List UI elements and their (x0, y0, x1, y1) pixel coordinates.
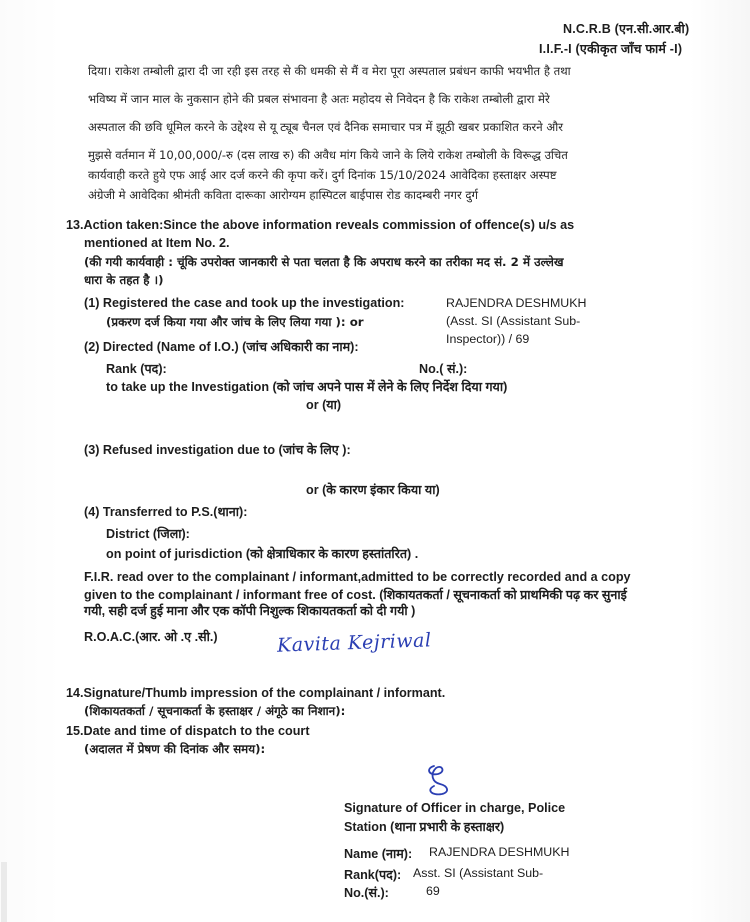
rank-label: Rank (पद): (106, 362, 167, 376)
item14-title: 14.Signature/Thumb impression of the complainant / informant. (66, 686, 446, 700)
take-up-investigation: to take up the Investigation (को जांच अपने पास में लेने के लिए निर्देश दिया गया) (106, 380, 508, 394)
narrative-line-1: दिया। राकेश तम्बोली द्वारा दी जा रही इस तरह से की धमकी से मैं व मेरा पूरा अस्पताल प्रबंधन काफी भयभीत है तथा (88, 64, 571, 78)
item13-hindi-2: धारा के तहत है ।) (84, 273, 164, 287)
officer-signature-mark (420, 762, 460, 798)
officer-rank-label: Rank(पद): (344, 868, 402, 882)
or-text-1: or (या) (306, 398, 342, 412)
narrative-line-4: मुझसे वर्तमान में 10,00,000/-रु (दस लाख रु) की अवैध मांग किये जाने के लिये राकेश तम्बोली के विरूद्ध उचित (88, 148, 568, 162)
narrative-line-6: अंग्रेजी मे आवेदिका श्रीमंती कविता दारूका आरोग्यम हास्पिटल बाईपास रोड कादम्बरी नगर दुर्ग (88, 188, 479, 202)
item13-sub4-label: (4) Transferred to P.S.(थाना): (84, 505, 248, 519)
officer-name-label: Name (नाम): (344, 847, 413, 861)
header-ncrb: N.C.R.B (एन.सी.आर.बी) (563, 22, 690, 36)
header-iif: I.I.F.-I (एकीकृत जाँच फार्म -I) (539, 42, 683, 56)
narrative-line-5: कार्यवाही करते हुये एफ आई आर दर्ज करने की कृपा करें। दुर्ग दिनांक 15/10/2024 आवेदिका हस्ताक्षर अस्पष्ट (88, 168, 557, 182)
registered-officer-name: RAJENDRA DESHMUKH (446, 296, 587, 310)
fir-read-line-1: F.I.R. read over to the complainant / informant,admitted to be correctly recorded and a copy (84, 570, 631, 584)
registered-officer-rank-cont: Inspector)) / 69 (446, 332, 530, 346)
item13-sub3-label: (3) Refused investigation due to (जांच के लिए ): (84, 443, 351, 457)
registered-officer-rank: (Asst. SI (Assistant Sub- (446, 314, 581, 328)
officer-name-value: RAJENDRA DESHMUKH (429, 845, 570, 859)
item13-sub1-label: (1) Registered the case and took up the investigation: (84, 296, 405, 310)
fir-read-line-2: given to the complainant / informant free of cost. (शिकायतकर्ता / सूचनाकर्ता को प्राथमिकी पढ़ कर सुनाई (84, 588, 627, 602)
item13-title-cont: mentioned at Item No. 2. (84, 236, 230, 250)
no-label: No.( सं.): (419, 362, 468, 376)
item13-sub2-label: (2) Directed (Name of I.O.) (जांच अधिकारी का नाम): (84, 340, 359, 354)
item13-title: 13.Action taken:Since the above information reveals commission of offence(s) u/s as (66, 218, 575, 232)
roac-label: R.O.A.C.(आर. ओ .ए .सी.) (84, 630, 218, 644)
officer-rank-value: Asst. SI (Assistant Sub- (413, 866, 544, 880)
officer-signature-title-cont: Station (थाना प्रभारी के हस्ताक्षर) (344, 820, 505, 834)
narrative-line-2: भविष्य में जान माल के नुकसान होने की प्रबल संभावना है अतः महोदय से निवेदन है कि राकेश तम्बोली द्वारा मेरे (88, 92, 550, 106)
narrative-line-3: अस्पताल की छवि धूमिल करने के उद्देश्य से यू ट्यूब चैनल एवं दैनिक समाचार पत्र में झूठी खबर प्रकाशित करने और (88, 120, 563, 134)
page-edge-shadow (1, 862, 7, 922)
item13-sub1-hindi: (प्रकरण दर्ज किया गया और जांच के लिए लिया गया ): or (106, 315, 364, 329)
officer-no-value: 69 (426, 884, 440, 898)
item14-hindi: (शिकायतकर्ता / सूचनाकर्ता के हस्ताक्षर / अंगूठे का निशान): (84, 704, 346, 718)
fir-read-line-3: गयी, सही दर्ज हुई माना और एक कॉपी निशुल्क शिकायतकर्ता को दी गयी ) (84, 604, 416, 618)
officer-no-label: No.(सं.): (344, 886, 389, 900)
district-label: District (जिला): (106, 527, 190, 541)
item15-hindi: (अदालत में प्रेषण की दिनांक और समय): (84, 742, 266, 756)
item15-title: 15.Date and time of dispatch to the court (66, 724, 310, 738)
officer-signature-title: Signature of Officer in charge, Police (344, 801, 566, 815)
or-text-2: or (के कारण इंकार किया या) (306, 483, 440, 497)
jurisdiction-text: on point of jurisdiction (को क्षेत्राधिकार के कारण हस्तांतरित) . (106, 547, 419, 561)
item13-hindi-1: (की गयी कार्यवाही : चूंकि उपरोक्त जानकारी से पता चलता है कि अपराध करने का तरीका मद सं. 2 में उल्लेख (84, 255, 564, 269)
complainant-signature: Kavita Kejriwal (276, 629, 432, 657)
